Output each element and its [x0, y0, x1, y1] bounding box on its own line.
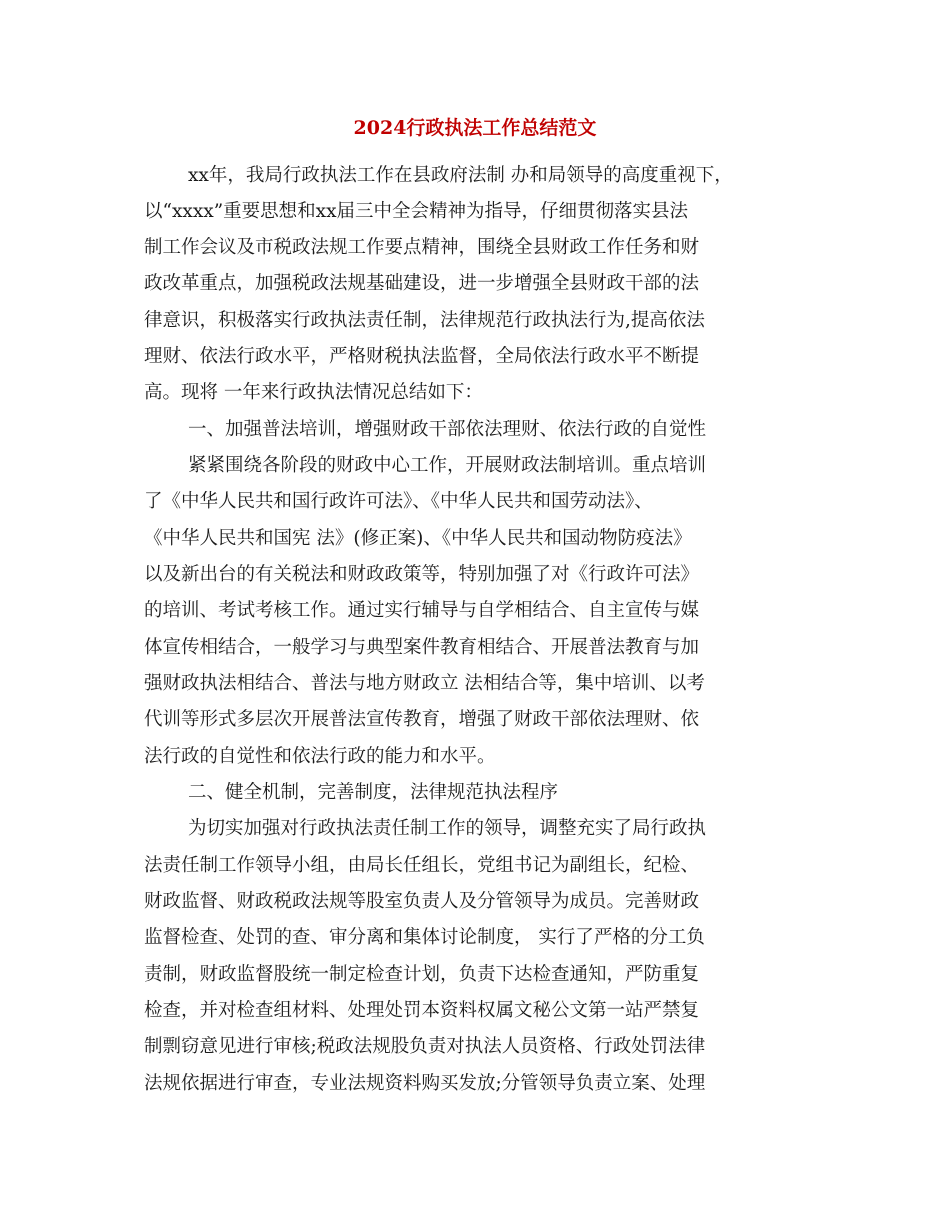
paragraph-line: 以及新出台的有关税法和财政政策等，特别加强了对《行政许可法》: [144, 564, 700, 585]
paragraph-line: 律意识，积极落实行政执法责任制，法律规范行政执法行为,提高依法: [144, 310, 705, 331]
section-heading: 一、加强普法培训，增强财政干部依法理财、依法行政的自觉性: [188, 419, 707, 440]
paragraph-line: 检查，并对检查组材料、处理处罚本资料权属文秘公文第一站严禁复: [144, 1000, 700, 1021]
paragraph-line: 体宣传相结合，一般学习与典型案件教育相结合、开展普法教育与加: [144, 637, 700, 658]
paragraph-line: 紧紧围绕各阶段的财政中心工作，开展财政法制培训。重点培训: [188, 455, 707, 476]
paragraph-line: 理财、依法行政水平，严格财税执法监督，全局依法行政水平不断提: [144, 346, 700, 367]
paragraph-line: 《中华人民共和国宪 法》(修正案)、《中华人民共和国动物防疫法》: [144, 528, 692, 549]
paragraph-line: 的培训、考试考核工作。通过实行辅导与自学相结合、自主宣传与媒: [144, 600, 700, 621]
paragraph-line: 法责任制工作领导小组，由局长任组长，党组书记为副组长，纪检、: [144, 855, 700, 876]
paragraph-line: 责制，财政监督股统一制定检查计划，负责下达检查通知，严防重复: [144, 964, 700, 985]
paragraph-line: 监督检查、处罚的查、审分离和集体讨论制度， 实行了严格的分工负: [144, 927, 705, 948]
paragraph-line: 财政监督、财政税政法规等股室负责人及分管领导为成员。完善财政: [144, 891, 700, 912]
paragraph-line: 法行政的自觉性和依法行政的能力和水平。: [144, 746, 496, 767]
paragraph-line: 代训等形式多层次开展普法宣传教育，增强了财政干部依法理财、依: [144, 709, 700, 730]
paragraph-line: 了《中华人民共和国行政许可法》、《中华人民共和国劳动法》、: [144, 491, 653, 512]
paragraph-line: 为切实加强对行政执法责任制工作的领导，调整充实了局行政执: [188, 818, 707, 839]
paragraph-line: 政改革重点，加强税政法规基础建设，进一步增强全县财政干部的法: [144, 273, 700, 294]
paragraph-line: xx年，我局行政执法工作在县政府法制 办和局领导的高度重视下，: [188, 165, 733, 186]
paragraph-line: 制工作会议及市税政法规工作要点精神，围绕全县财政工作任务和财: [144, 237, 700, 258]
paragraph-line: 强财政执法相结合、普法与地方财政立 法相结合等，集中培训、以考: [144, 673, 705, 694]
document-title: 2024行政执法工作总结范文: [353, 117, 597, 139]
paragraph-line: 高。现将 一年来行政执法情况总结如下：: [144, 382, 483, 403]
paragraph-line: 以“xxxx”重要思想和xx届三中全会精神为指导，仔细贯彻落实县法: [144, 201, 689, 222]
paragraph-line: 制剽窃意见进行审核;税政法规股负责对执法人员资格、行政处罚法律: [144, 1036, 706, 1057]
section-heading: 二、健全机制，完善制度，法律规范执法程序: [188, 782, 559, 803]
paragraph-line: 法规依据进行审查，专业法规资料购买发放;分管领导负责立案、处理: [144, 1073, 706, 1094]
